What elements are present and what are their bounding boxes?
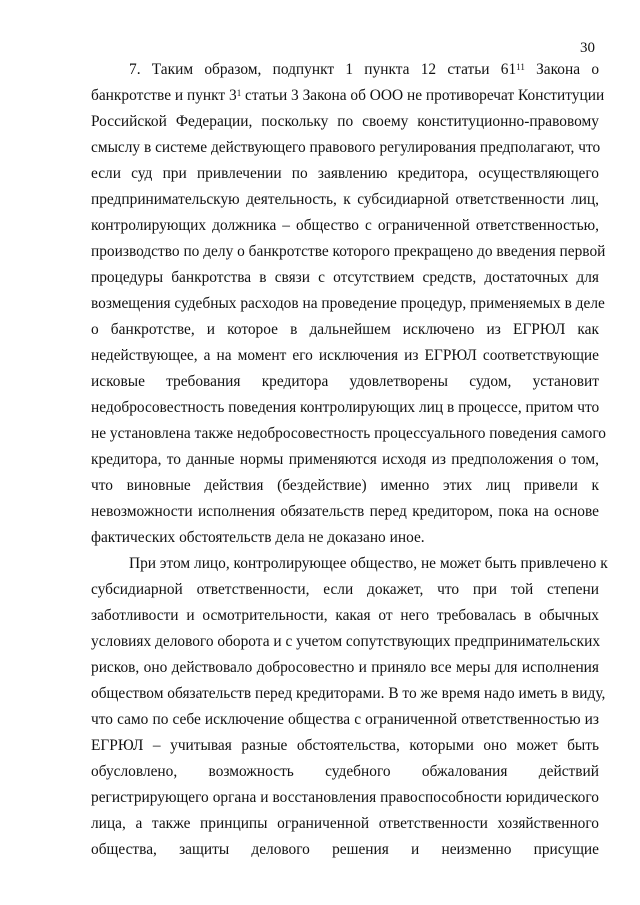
text-line: если суд при привлечении по заявлению кредитора, осуществляющего [91, 165, 599, 182]
paragraph-2 [91, 551, 608, 863]
text-line: лица, а также принципы ограниченной ответственности хозяйственного [91, 815, 599, 832]
text-line: о банкротстве, и которое в дальнейшем исключено из ЕГРЮЛ как [91, 321, 599, 338]
text-line: регистрирующего органа и восстановления правоспособности юридического [91, 789, 599, 806]
text-line: недобросовестность поведения контролирующих лиц в процессе, притом что [91, 399, 600, 416]
superscript: 11 [516, 62, 525, 72]
text-line: предпринимательскую деятельность, к субсидиарной ответственности лиц, [91, 191, 599, 208]
text-line: недействующее, а на момент его исключения из ЕГРЮЛ соответствующие [91, 347, 599, 364]
text-line: возмещения судебных расходов на проведение процедур, применяемых в деле [91, 295, 605, 312]
text-line: рисков, оно действовало добросовестно и приняло все меры для исполнения [91, 659, 599, 676]
text-line: ЕГРЮЛ – учитывая разные обстоятельства, которыми оно может быть [91, 737, 599, 754]
text-line: заботливости и осмотрительности, какая от него требовалась в обычных [91, 607, 599, 624]
text-line: общества, защиты делового решения и неизменно присущие [91, 841, 599, 858]
text-line: исковые требования кредитора удовлетворены судом, установит [91, 373, 599, 390]
text-line: невозможности исполнения обязательств перед кредитором, пока на основе [91, 503, 599, 520]
text-line: обществом обязательств перед кредиторами. В то же время надо иметь в виду, [91, 685, 606, 702]
text-line: условиях делового оборота и с учетом сопутствующих предпринимательских [91, 633, 601, 650]
text-line: что само по себе исключение общества с ограниченной ответственностью из [91, 711, 599, 728]
text-line: не установлена также недобросовестность процессуального поведения самого [91, 425, 606, 442]
text-line: субсидиарной ответственности, если докажет, что при той степени [91, 581, 599, 598]
body-text [91, 57, 608, 863]
text-line: обусловлено, возможность судебного обжалования действий [91, 763, 599, 780]
text-line: кредитора, то данные нормы применяются исходя из предположения о том, [91, 451, 599, 468]
page-number: 30 [580, 40, 595, 56]
text-line: фактических обстоятельств дела не доказано иное. [91, 529, 425, 546]
text-line: банкротстве и пункт $3^1$ статьи 3 Закона об ООО не противоречат Конституции [91, 87, 605, 104]
text-line: смыслу в системе действующего правового регулирования предполагают, что [91, 139, 601, 156]
text-line: что виновные действия (бездействие) именно этих лиц привели к [91, 477, 599, 494]
superscript: 1 [236, 88, 242, 98]
text-line: Российской Федерации, поскольку по своему конституционно-правовому [91, 113, 599, 130]
text-line: процедуры банкротства в связи с отсутствием средств, достаточных для [91, 269, 599, 286]
paragraph-1 [91, 57, 606, 551]
text-line: При этом лицо, контролирующее общество, не может быть привлечено к [129, 555, 608, 572]
text-line: контролирующих должника – общество с ограниченной ответственностью, [91, 217, 599, 234]
text-line: производство по делу о банкротстве которого прекращено до введения первой [91, 243, 606, 260]
text-line: 7. Таким образом, подпункт 1 пункта 12 статьи $61^{11}$ Закона о [129, 61, 600, 78]
